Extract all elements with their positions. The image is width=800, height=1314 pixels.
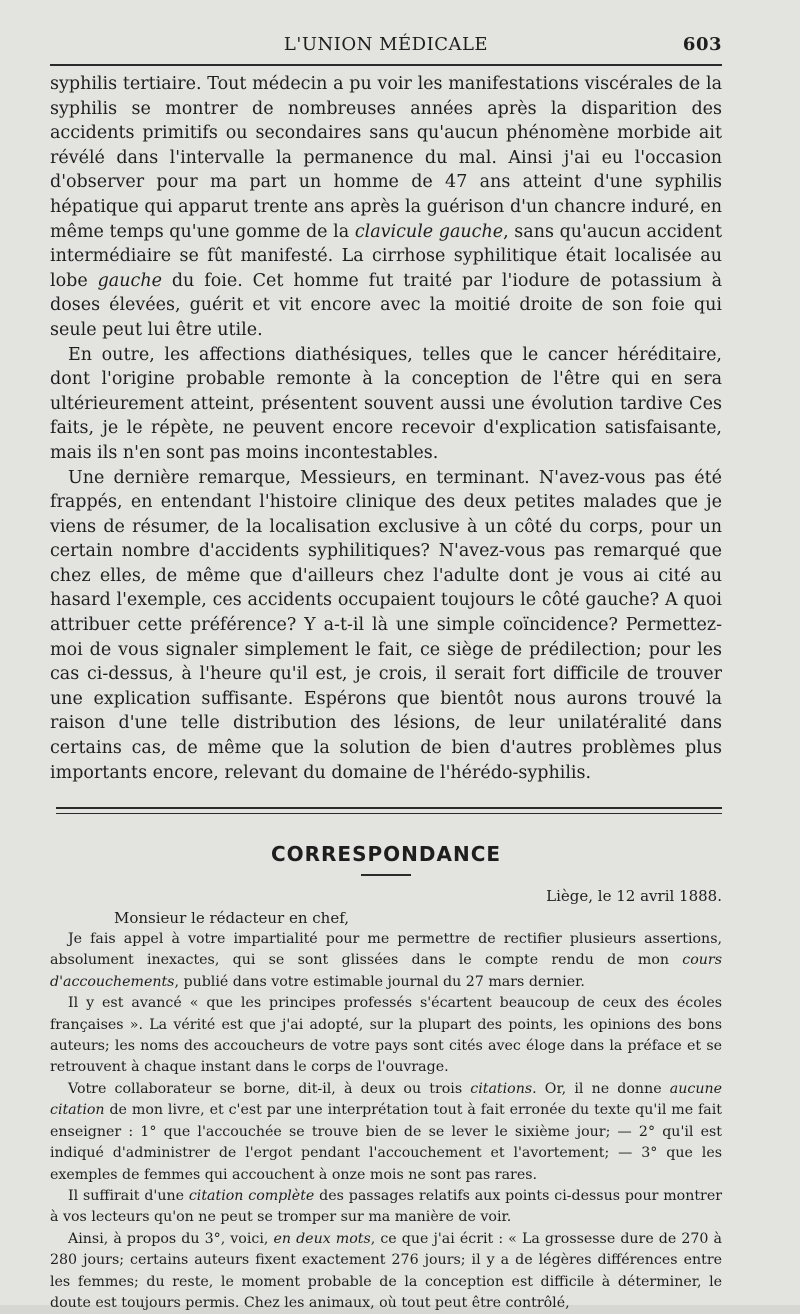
section-divider (56, 807, 722, 814)
letter-paragraph-5 (50, 1229, 722, 1314)
running-header (50, 24, 722, 64)
letter-paragraph-5-emphasis: en deux mots (273, 1230, 371, 1247)
letter-paragraph-4-text: Il suffirait d'une (68, 1187, 189, 1204)
letter-paragraph-1-text: Je fais appel à votre impartialité pour me permettre de rectifier plusieurs assertions, absolument inexactes, qui se sont glissées dans le compte rendu de mon (50, 931, 722, 969)
letter-paragraph-3 (50, 1079, 722, 1186)
letter-paragraph-1-emphasis: cours d'accouchements (50, 952, 722, 990)
letter-dateline: Liège, le 12 avril 1888. (546, 887, 722, 906)
paragraph-1-emphasis-2: gauche (97, 270, 162, 291)
header-rule (50, 64, 722, 66)
letter-paragraph-4 (50, 1186, 722, 1229)
letter (50, 886, 722, 1314)
paragraph-1-text-c: du foie. Cet homme fut traité par l'iodure de potassium à doses élevées, guérit et vit encore avec la moitié droite de son foie qui seule peut lui être utile. (50, 270, 722, 340)
letter-salutation: Monsieur le rédacteur en chef, (114, 908, 349, 927)
letter-paragraph-3-text: Votre collaborateur se borne, dit-il, à deux ou trois (68, 1080, 471, 1097)
letter-paragraph-3-emphasis-2: aucune citation (50, 1080, 722, 1119)
letter-paragraph-3-text-c: de mon livre, et c'est par une interprétation tout à fait erronée du texte qu'il me fait enseigner : 1° que l'accouchée se trouve bien de se lever le sixième jour; — 2° qu'il est indiqué d'administrer de l'ergot pendant l'accouchement et l'avortement; — 3° que les exemples de femmes qui accouchent à onze mois ne sont pas rares. (50, 1102, 722, 1183)
journal-title: L'UNION MÉDICALE (283, 34, 489, 55)
letter-paragraph-4-text-b: des passages relatifs aux points ci-dessus pour montrer à vos lecteurs qu'on ne peut se tromper sur ma manière de voir. (50, 1187, 723, 1226)
page-number: 603 (682, 34, 722, 55)
paragraph-1 (50, 72, 722, 343)
letter-paragraph-5-text-b: , ce que j'ai écrit : « La grossesse dure de 270 à 280 jours; certains auteurs fixent exactement 276 jours; il y a de légères différences entre les femmes; du reste, le moment probable de la conception est difficile à déterminer, le doute est toujours permis. Chez les animaux, où tout peut être contrôlé, (50, 1230, 722, 1311)
letter-paragraph-2: Il y est avancé « que les principes professés s'écartent beaucoup de ceux des écoles françaises ». La vérité est que j'ai adopté, sur la plupart des points, les opinions des bons auteurs; les noms des accoucheurs de votre pays sont cités avec éloge dans la préface et se retrouvent à chaque instant dans le corps de l'ouvrage. (50, 995, 722, 1076)
letter-paragraph-1 (50, 929, 722, 993)
paragraph-1-text: syphilis tertiaire. Tout médecin a pu voir les manifestations viscérales de la syphilis se montrer de nombreuses années après la disparition des accidents primitifs ou secondaires sans qu'aucun phénomène morbide ait révélé dans l'intervalle la permanence du mal. Ainsi j'ai eu l'occasion d'observer pour ma part un homme de 47 ans atteint d'une syphilis hépatique qui apparut trente ans après la guérison d'un chancre induré, en même temps qu'une gomme de la (50, 74, 722, 242)
paragraph-2: En outre, les affections diathésiques, telles que le cancer héréditaire, dont l'origine probable remonte à la conception de l'être qui en sera ultérieurement atteint, présentent souvent aussi une évolution tardive Ces faits, je le répète, ne peuvent encore recevoir d'explication satisfaisante, mais ils n'en sont pas moins incontestables. (50, 344, 722, 463)
letter-paragraph-3-text-b: . Or, il ne donne (532, 1080, 670, 1097)
paragraph-1-text-b: , sans qu'aucun accident intermédiaire se fût manifesté. La cirrhose syphilitique était localisée au lobe (50, 221, 723, 291)
letter-paragraph-1-text-b: , publié dans votre estimable journal du 27 mars dernier. (174, 973, 585, 990)
article-body (50, 72, 722, 785)
letter-paragraph-4-emphasis: citation complète (188, 1187, 315, 1204)
section-title: CORRESPONDANCE (270, 842, 502, 867)
letter-paragraph-5-text: Ainsi, à propos du 3°, voici, (68, 1230, 274, 1247)
title-underline (361, 874, 411, 876)
paragraph-1-emphasis-1: clavicule gauche (354, 221, 504, 242)
letter-paragraph-3-emphasis-1: citations (470, 1080, 533, 1097)
paragraph-3: Une dernière remarque, Messieurs, en terminant. N'avez-vous pas été frappés, en entendant l'histoire clinique des deux petites malades que je viens de résumer, de la localisation exclusive à un côté du corps, pour un certain nombre d'accidents syphilitiques? N'avez-vous pas remarqué que chez elles, de même que d'ailleurs chez l'adulte dont je vous ai cité au hasard l'exemple, ces accidents occupaient toujours le côté gauche? A quoi attribuer cette préférence? Y a-t-il là une simple coïncidence? Permettez-moi de vous signaler simplement le fait, ce siège de prédilection; pour les cas ci-dessus, à l'heure qu'il est, je crois, il serait fort difficile de trouver une explication suffisante. Espérons que bientôt nous aurons trouvé la raison d'une telle distribution des lésions, de leur unilatéralité dans certains cas, de même que la solution de bien d'autres problèmes plus importants encore, relevant du domaine de l'hérédo-syphilis. (50, 467, 722, 783)
